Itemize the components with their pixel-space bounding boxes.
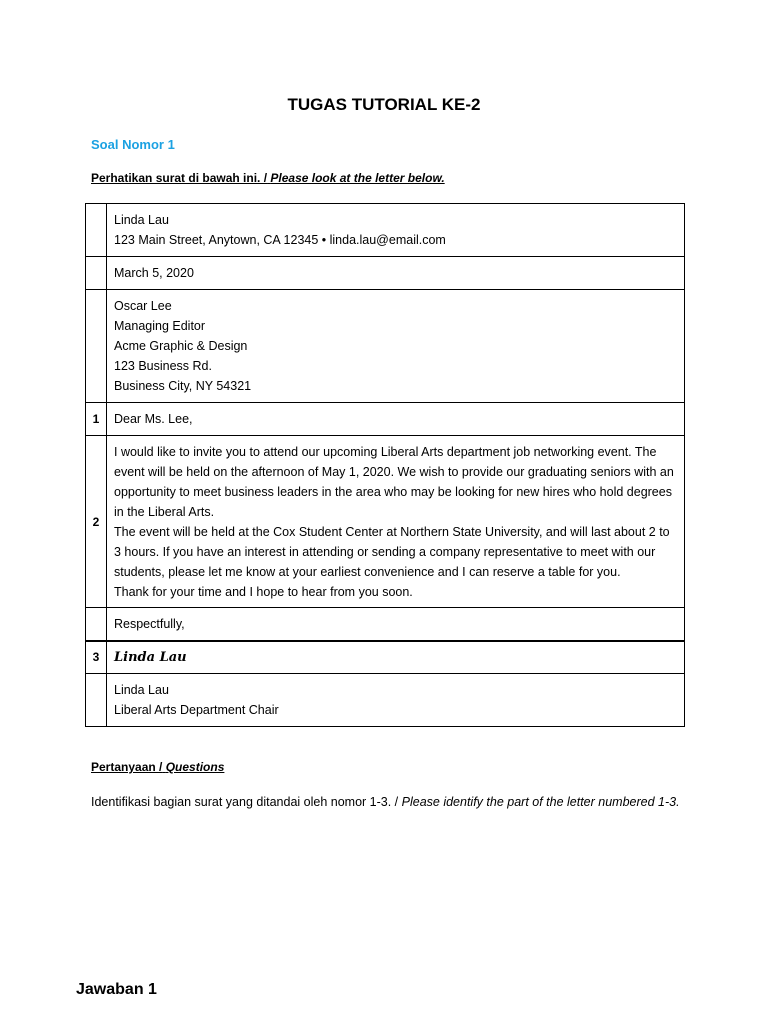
row-number-cell: [86, 290, 107, 403]
section-heading: Soal Nomor 1: [91, 137, 175, 152]
signer-name: Linda Lau: [114, 683, 169, 697]
body-paragraph: I would like to invite you to attend our upcoming Liberal Arts department job networking event. The event will be held on the afternoon of May 1, 2020. We wish to provide our graduating seniors with an opportunity to meet business leaders in the area who may be looking for new hires who hold degrees in the Liberal Arts.: [114, 444, 674, 519]
instruction: [91, 171, 445, 185]
question-text: [91, 792, 681, 812]
sender-name: Linda Lau: [114, 213, 169, 227]
signer-cell: [107, 674, 685, 727]
instruction-english: Please look at the letter below.: [270, 171, 445, 185]
signer-title: Liberal Arts Department Chair: [114, 703, 279, 717]
signature-number: 3: [86, 641, 107, 674]
recipient-line: Oscar Lee: [114, 299, 172, 313]
salutation-cell: Dear Ms. Lee,: [107, 403, 685, 436]
row-number-cell: [86, 204, 107, 257]
letter-row-signature: [86, 641, 685, 674]
sender-cell: [107, 204, 685, 257]
recipient-line: Business City, NY 54321: [114, 379, 252, 393]
signature: Linda Lau: [114, 649, 187, 665]
body-paragraph: The event will be held at the Cox Student Center at Northern State University, and will last about 2 to 3 hours. If you have an interest in attending or sending a company representative to meet with our students, please let me know at your earliest convenience and I can reserve a table for you.: [114, 524, 670, 579]
salutation-number: 1: [86, 403, 107, 436]
body-number: 2: [86, 436, 107, 608]
letter-row-closing: [86, 608, 685, 641]
questions-heading: [91, 760, 224, 774]
letter-row-body: [86, 436, 685, 608]
page-title: TUGAS TUTORIAL KE-2: [287, 95, 481, 114]
question-indonesian: Identifikasi bagian surat yang ditandai oleh nomor 1-3. /: [91, 795, 399, 809]
date-cell: March 5, 2020: [107, 257, 685, 290]
letter-row-sender: [86, 204, 685, 257]
questions-heading-english: Questions: [165, 760, 225, 774]
row-number-cell: [86, 257, 107, 290]
body-cell: [107, 436, 685, 608]
letter-table: [85, 203, 685, 727]
recipient-cell: [107, 290, 685, 403]
letter-row-salutation: [86, 403, 685, 436]
closing-cell: Respectfully,: [107, 608, 685, 641]
question-english: Please identify the part of the letter numbered 1-3.: [401, 795, 680, 809]
signature-cell: [107, 641, 685, 674]
recipient-line: Managing Editor: [114, 319, 206, 333]
row-number-cell: [86, 674, 107, 727]
recipient-line: 123 Business Rd.: [114, 359, 212, 373]
questions-heading-indonesian: Pertanyaan /: [91, 760, 163, 774]
sender-contact: 123 Main Street, Anytown, CA 12345 • linda.lau@email.com: [114, 233, 446, 247]
instruction-indonesian: Perhatikan surat di bawah ini. /: [91, 171, 268, 185]
recipient-line: Acme Graphic & Design: [114, 339, 248, 353]
answer-heading: Jawaban 1: [76, 981, 157, 998]
row-number-cell: [86, 608, 107, 641]
body-paragraph: Thank for your time and I hope to hear from you soon.: [114, 584, 413, 599]
letter-row-recipient: [86, 290, 685, 403]
letter-row-date: [86, 257, 685, 290]
letter-row-signer: [86, 674, 685, 727]
